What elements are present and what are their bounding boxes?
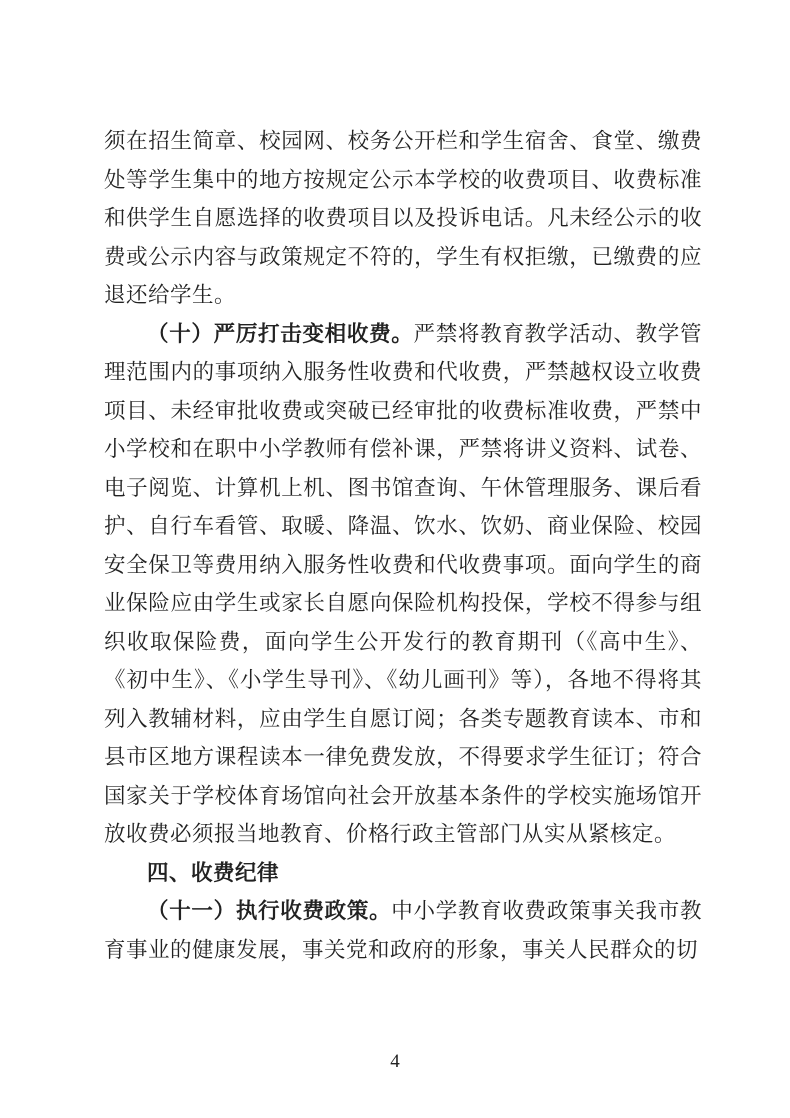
item-11-body: 中小学教育收费政策事关我市教育事业的健康发展，事关党和政府的形象，事关人民群众的切: [104, 899, 702, 962]
paragraph-item-10: [104, 315, 702, 854]
page-number: 4: [390, 1051, 400, 1072]
paragraph-continuation: 须在招生简章、校园网、校务公开栏和学生宿舍、食堂、缴费处等学生集中的地方按规定公示本学校的收费项目、收费标准和供学生自愿选择的收费项目以及投诉电话。凡未经公示的收费或公示内容与政策规定不符的，学生有权拒缴，已缴费的应退还给学生。: [104, 129, 702, 307]
page-content: [104, 122, 702, 969]
item-10-lead: （十）严厉打击变相收费。: [147, 321, 414, 346]
item-10-body: 严禁将教育教学活动、教学管理范围内的事项纳入服务性收费和代收费，严禁越权设立收费项目、未经审批收费或突破已经审批的收费标准收费，严禁中小学校和在职中小学教师有偿补课，严禁将讲义资料、试卷、电子阅览、计算机上机、图书馆查询、午休管理服务、课后看护、自行车看管、取暖、降温、饮水、饮奶、商业保险、校园安全保卫等费用纳入服务性收费和代收费事项。面向学生的商业保险应由学生或家长自愿向保险机构投保，学校不得参与组织收取保险费，面向学生公开发行的教育期刊（《高中生》、《初中生》、《小学生导刊》、《幼儿画刊》等），各地不得将其列入教辅材料，应由学生自愿订阅；各类专题教育读本、市和县市区地方课程读本一律免费发放，不得要求学生征订；符合国家关于学校体育场馆向社会开放基本条件的学校实施场馆开放收费必须报当地教育、价格行政主管部门从实从紧核定。: [104, 321, 702, 846]
item-11-lead: （十一）执行收费政策。: [147, 899, 392, 923]
section-heading-discipline: 四、收费纪律: [147, 860, 280, 885]
paragraph-item-11: [104, 892, 702, 969]
